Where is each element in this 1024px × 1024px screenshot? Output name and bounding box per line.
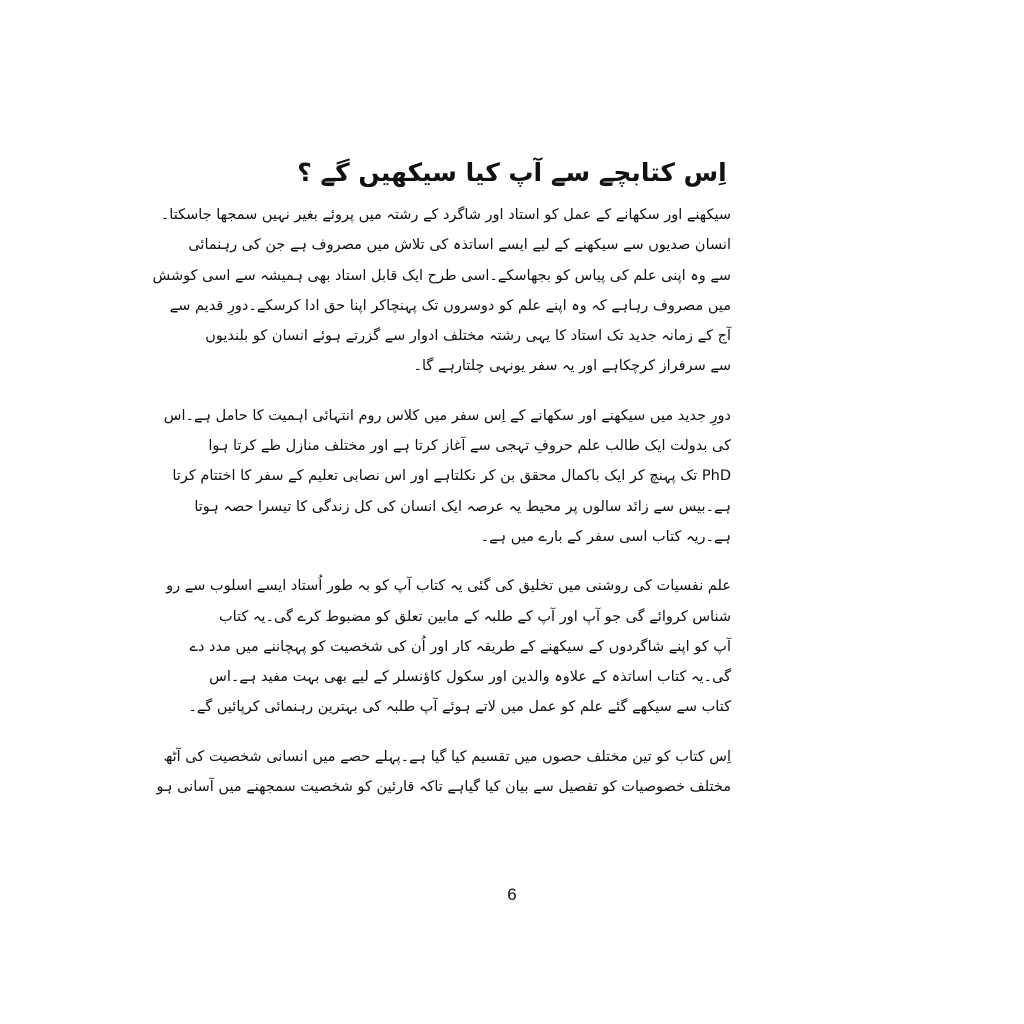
paragraph-2 bbox=[163, 401, 731, 552]
text-line: مختلف خصوصیات کو تفصیل سے بیان کیا گیاہے تاکہ قارئین کو شخصیت سمجھنے میں آسانی ہو bbox=[156, 779, 731, 796]
text-line: گی۔یہ کتاب اساتذہ کے علاوہ والدین اور سکول کاؤنسلر کے لیے بھی بہت مفید ہے۔اس bbox=[209, 669, 731, 686]
body-text bbox=[152, 200, 731, 802]
text-line: ہے۔ریہ کتاب اسی سفر کے بارے میں ہے۔ bbox=[480, 528, 731, 545]
text-line: آج کے زمانہ جدید تک استاد کا یہی رشتہ مختلف ادوار سے گزرتے ہوئے انسان کو بلندیوں bbox=[205, 328, 731, 345]
text-line: سے سرفراز کرچکاہے اور یہ سفر یونہی چلتارہے گا۔ bbox=[413, 358, 731, 375]
paragraph-4 bbox=[156, 742, 731, 803]
text-line: انسان صدیوں سے سیکھنے کے لیے ایسے اساتذہ کی تلاش میں مصروف ہے جن کی رہنمائی bbox=[188, 237, 731, 254]
text-line: سیکھنے اور سکھانے کے عمل کو استاد اور شاگرد کے رشتہ میں پروئے بغیر نہیں سمجھا جاسکتا۔ bbox=[160, 207, 731, 223]
text-line: ہے۔بیس سے زائد سالوں پر محیط یہ عرصہ ایک انسان کی کل زندگی کا تیسرا حصہ ہوتا bbox=[194, 498, 731, 515]
text-line: علم نفسیات کی روشنی میں تخلیق کی گئی یہ کتاب آپ کو بہ طور اُستاد ایسے اسلوب سے رو bbox=[166, 578, 731, 595]
page-number: 6 bbox=[507, 885, 517, 904]
paragraph-1 bbox=[152, 200, 731, 382]
text-line: آپ کو اپنے شاگردوں کے سیکھنے کے طریقہ کار اور اُن کی شخصیت کو پہچاننے میں مدد دے bbox=[189, 638, 731, 655]
page-title: اِس کتابچے سے آپ کیا سیکھیں گے ؟ bbox=[297, 157, 727, 187]
text-line: میں مصروف رہاہے کہ وہ اپنے علم کو دوسروں تک پہنچاکر اپنا حق ادا کرسکے۔دورِ قدیم سے bbox=[169, 297, 731, 314]
text-line: سے وہ اپنی علم کی پیاس کو بجھاسکے۔اسی طرح ایک قابل استاد بھی ہمیشہ سے اسی کوشش bbox=[152, 267, 731, 284]
text-line: کی بدولت ایک طالب علم حروفِ تہجی سے آغاز کرتا ہے اور مختلف منازل طے کرتا ہوا bbox=[208, 438, 731, 455]
text-line: اِس کتاب کو تین مختلف حصوں میں تقسیم کیا گیا ہے۔پہلے حصے میں انسانی شخصیت کی آٹھ bbox=[163, 748, 731, 765]
text-line: دورِ جدید میں سیکھنے اور سکھانے کے اِس سفر میں کلاس روم انتہائی اہمیت کا حامل ہے۔اس bbox=[163, 407, 731, 424]
text-line: شناس کروائے گی جو آپ اور آپ کے طلبہ کے مابین تعلق کو مضبوط کرے گی۔یہ کتاب bbox=[218, 608, 731, 625]
text-line: PhD تک پہنچ کر ایک باکمال محقق بن کر نکلتاہے اور اس نصابی تعلیم کے سفر کا اختتام کرتا bbox=[172, 468, 731, 485]
paragraph-3 bbox=[166, 571, 731, 722]
text-line: کتاب سے سیکھے گئے علم کو عمل میں لاتے ہوئے آپ طلبہ کی بہترین رہنمائی کرپائیں گے۔ bbox=[188, 699, 731, 716]
